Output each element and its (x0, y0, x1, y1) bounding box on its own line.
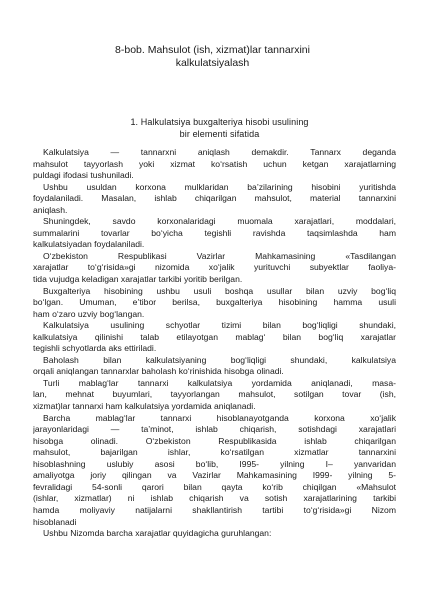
text-line: Kalkulatsiya usulining schyotlar tizimi bilan bog‘liqligi shundaki, (43, 320, 396, 331)
text-line: (ishlar, xizmatlar) ni ishlab chiqarish va sotish xarajatlarining tarkibi (33, 493, 396, 504)
text-line: lan, mehnat buyumlari, tayyorlangan mahsulot, sotilgan tovar (ish, (33, 389, 396, 400)
chapter-title-line-1: 8-bob. Mahsulot (ish, xizmat)lar tannarxini (115, 44, 310, 56)
text-line: Ushbu usuldan korxona mulklaridan ba’zilarining hisobini yuritishda (43, 181, 396, 192)
body-text (33, 147, 396, 540)
text-line: mahsulot, bajarilgan ishlar, ko‘rsatilgan xizmatlar tannarxini (33, 447, 396, 458)
text-line: O‘zbekiston Respublikasi Vazirlar Mahkamasining «Tasdilangan (43, 250, 396, 261)
text-line: xarajatlar to‘g‘risida»gi nizomida xo‘jalik yurituvchi subyektlar faoliya- (33, 262, 396, 273)
text-line: Barcha mablag‘lar tannarxi hisoblanayotganda korxona xo‘jalik (43, 412, 396, 423)
text-line: kalkulatsiyadan foydalaniladi. (33, 239, 145, 250)
text-line: jarayonlaridagi — ta’minot, ishlab chiqarish, sotishdagi xarajatlari (33, 424, 396, 435)
text-line: Shuningdek, savdo korxonalaridagi muomala xarajatlari, moddalari, (43, 216, 396, 227)
text-line: tida vujudga keladigan xarajatlar tarkibi yoritib berilgan. (33, 274, 243, 285)
text-line: aniqlash. (33, 204, 68, 215)
text-line: amaliyotga joriy qilingan va Vazirlar Mahkamasining I999- yilning 5- (33, 470, 396, 481)
section-title-line-2: bir elementi sifatida (179, 129, 260, 139)
text-line: summalarini tovarlar bo‘yicha tegishli ravishda taqsimlashda ham (33, 227, 396, 238)
text-line: hisobga olinadi. O‘zbekiston Respublikasida ishlab chiqarilgan (33, 435, 396, 446)
section-title-line-1: 1. Halkulatsiya buxgalteriya hisobi usulining (130, 117, 309, 127)
chapter-title-line-2: kalkulatsiyalash (175, 57, 250, 69)
text-line: fevralidagi 54-sonli qarori bilan qayta ko‘rib chiqilgan «Mahsulot (33, 481, 396, 492)
text-line: mahsulot tayyorlash yoki xizmat ko‘rsatish uchun ketgan xarajatlarning (33, 158, 396, 169)
text-line: Buxgalteriya hisobining ushbu usuli boshqa usullar bilan uzviy bog‘liq (43, 285, 396, 296)
text-line: orqali aniqlangan tannarxlar baholash ko‘rinishida hisobga olinadi. (33, 366, 284, 377)
text-line: xizmat)lar tannarxi ham kalkulatsiya yordamida aniqlanadi. (33, 401, 256, 412)
text-line: Turli mablag‘lar tannarxi kalkulatsiya yordamida aniqlanadi, masa- (43, 377, 396, 388)
text-line: bo‘lgan. Umuman, e’tibor berilsa, buxgalteriya hisobining hamma usuli (33, 297, 396, 308)
text-line: foydalaniladi. Masalan, ishlab chiqarilgan mahsulot, material tannarxini (33, 193, 396, 204)
text-line: tegishli schyotlarda aks ettiriladi. (33, 343, 157, 354)
text-line: hamda moliyaviy natijalarni shakllantirish tartibi to‘g‘risida»gi Nizom (33, 504, 396, 515)
text-line: Ushbu Nizomda barcha xarajatlar quyidagicha guruhlangan: (43, 528, 272, 539)
text-line: kalkulatsiya qilinishi talab etilayotgan mablag‘ bilan bog‘liq xarajatlar (33, 331, 396, 342)
text-line: Kalkulatsiya — tannarxni aniqlash demakdir. Tannarx deganda (43, 147, 396, 157)
text-line: ham o‘zaro uzviy bog‘langan. (33, 308, 145, 319)
text-line: hisoblashning uslubiy asosi bo‘lib, I995- yilning I– yanvaridan (33, 458, 396, 469)
text-line: puldagi ifodasi tushuniladi. (33, 170, 134, 181)
text-line: hisoblanadi (33, 516, 77, 527)
text-line: Baholash bilan kalkulatsiyaning bog‘liqligi shundaki, kalkulatsiya (43, 354, 396, 365)
